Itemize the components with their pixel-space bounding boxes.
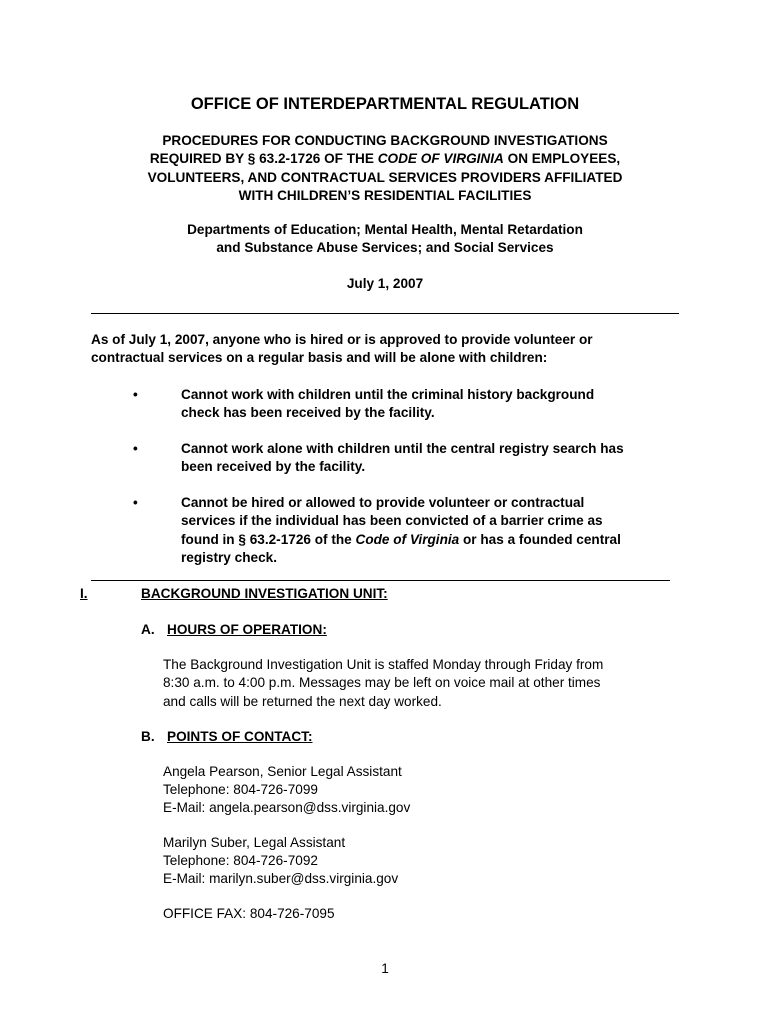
bullet-text: found in § 63.2-1726 of the <box>181 531 356 547</box>
bullet-line: Cannot work with children until the criminal history background <box>181 387 595 402</box>
paragraph-line: The Background Investigation Unit is staffed Monday through Friday from <box>163 657 604 672</box>
bullet-icon: • <box>133 495 138 510</box>
bullet-line <box>181 531 681 549</box>
code-of-virginia-italic: Code of Virginia <box>355 531 460 547</box>
horizontal-rule <box>91 580 670 581</box>
bullet-line: Cannot be hired or allowed to provide volunteer or contractual <box>181 495 585 510</box>
bullet-icon: • <box>133 441 138 456</box>
subtitle-text: ON EMPLOYEES, <box>503 151 621 167</box>
bullet-line: services if the individual has been convicted of a barrier crime as <box>181 513 603 529</box>
subsection-title-hours: HOURS OF OPERATION: <box>167 622 327 637</box>
paragraph-line: and calls will be returned the next day worked. <box>163 693 442 709</box>
office-fax: OFFICE FAX: 804-726-7095 <box>163 906 335 921</box>
subsection-letter: B. <box>141 729 155 744</box>
departments-line: and Substance Abuse Services; and Social Services <box>216 240 554 256</box>
subsection-title-contacts: POINTS OF CONTACT: <box>167 729 313 744</box>
bullet-line: been received by the facility. <box>181 459 366 475</box>
contact-name: Marilyn Suber, Legal Assistant <box>163 835 346 850</box>
bullet-line: Cannot work alone with children until the central registry search has <box>181 441 624 456</box>
paragraph-line: 8:30 a.m. to 4:00 p.m. Messages may be left on voice mail at other times <box>163 675 601 691</box>
bullet-item <box>181 386 681 423</box>
page-number: 1 <box>381 961 389 976</box>
section-title: BACKGROUND INVESTIGATION UNIT: <box>141 586 388 601</box>
contact-phone: Telephone: 804-726-7099 <box>163 782 318 797</box>
intro-line: contractual services on a regular basis and will be alone with children: <box>91 350 548 366</box>
departments-block <box>0 221 770 258</box>
contact-email: E-Mail: marilyn.suber@dss.virginia.gov <box>163 871 399 886</box>
document-title: OFFICE OF INTERDEPARTMENTAL REGULATION <box>190 95 580 113</box>
subtitle-text: REQUIRED BY § 63.2-1726 OF THE <box>149 151 378 167</box>
bullet-item <box>181 440 681 477</box>
bullet-icon: • <box>133 387 138 402</box>
section-number: I. <box>80 586 88 601</box>
bullet-line: check has been received by the facility. <box>181 405 435 421</box>
horizontal-rule <box>91 313 679 314</box>
subtitle-line: PROCEDURES FOR CONDUCTING BACKGROUND INVESTIGATIONS <box>162 133 608 148</box>
bullet-line: registry check. <box>181 549 277 565</box>
intro-line: As of July 1, 2007, anyone who is hired or is approved to provide volunteer or <box>91 332 593 347</box>
subtitle-line <box>0 150 770 168</box>
contact-card <box>163 834 583 888</box>
contact-name: Angela Pearson, Senior Legal Assistant <box>163 764 402 779</box>
subtitle-line: VOLUNTEERS, AND CONTRACTUAL SERVICES PROVIDERS AFFILIATED <box>147 169 623 185</box>
subtitle-line: WITH CHILDREN’S RESIDENTIAL FACILITIES <box>238 187 532 203</box>
hours-paragraph <box>163 656 683 711</box>
intro-paragraph <box>91 331 691 368</box>
contact-email: E-Mail: angela.pearson@dss.virginia.gov <box>163 800 411 815</box>
document-subtitle <box>0 132 770 205</box>
bullet-text: or has a founded central <box>459 531 621 547</box>
contact-phone: Telephone: 804-726-7092 <box>163 853 318 868</box>
bullet-item <box>181 494 681 567</box>
contact-card <box>163 763 583 817</box>
code-of-virginia-italic: CODE OF VIRGINIA <box>377 151 504 167</box>
departments-line: Departments of Education; Mental Health, Mental Retardation <box>187 222 583 237</box>
subsection-letter: A. <box>141 622 155 637</box>
document-date: July 1, 2007 <box>346 276 424 291</box>
